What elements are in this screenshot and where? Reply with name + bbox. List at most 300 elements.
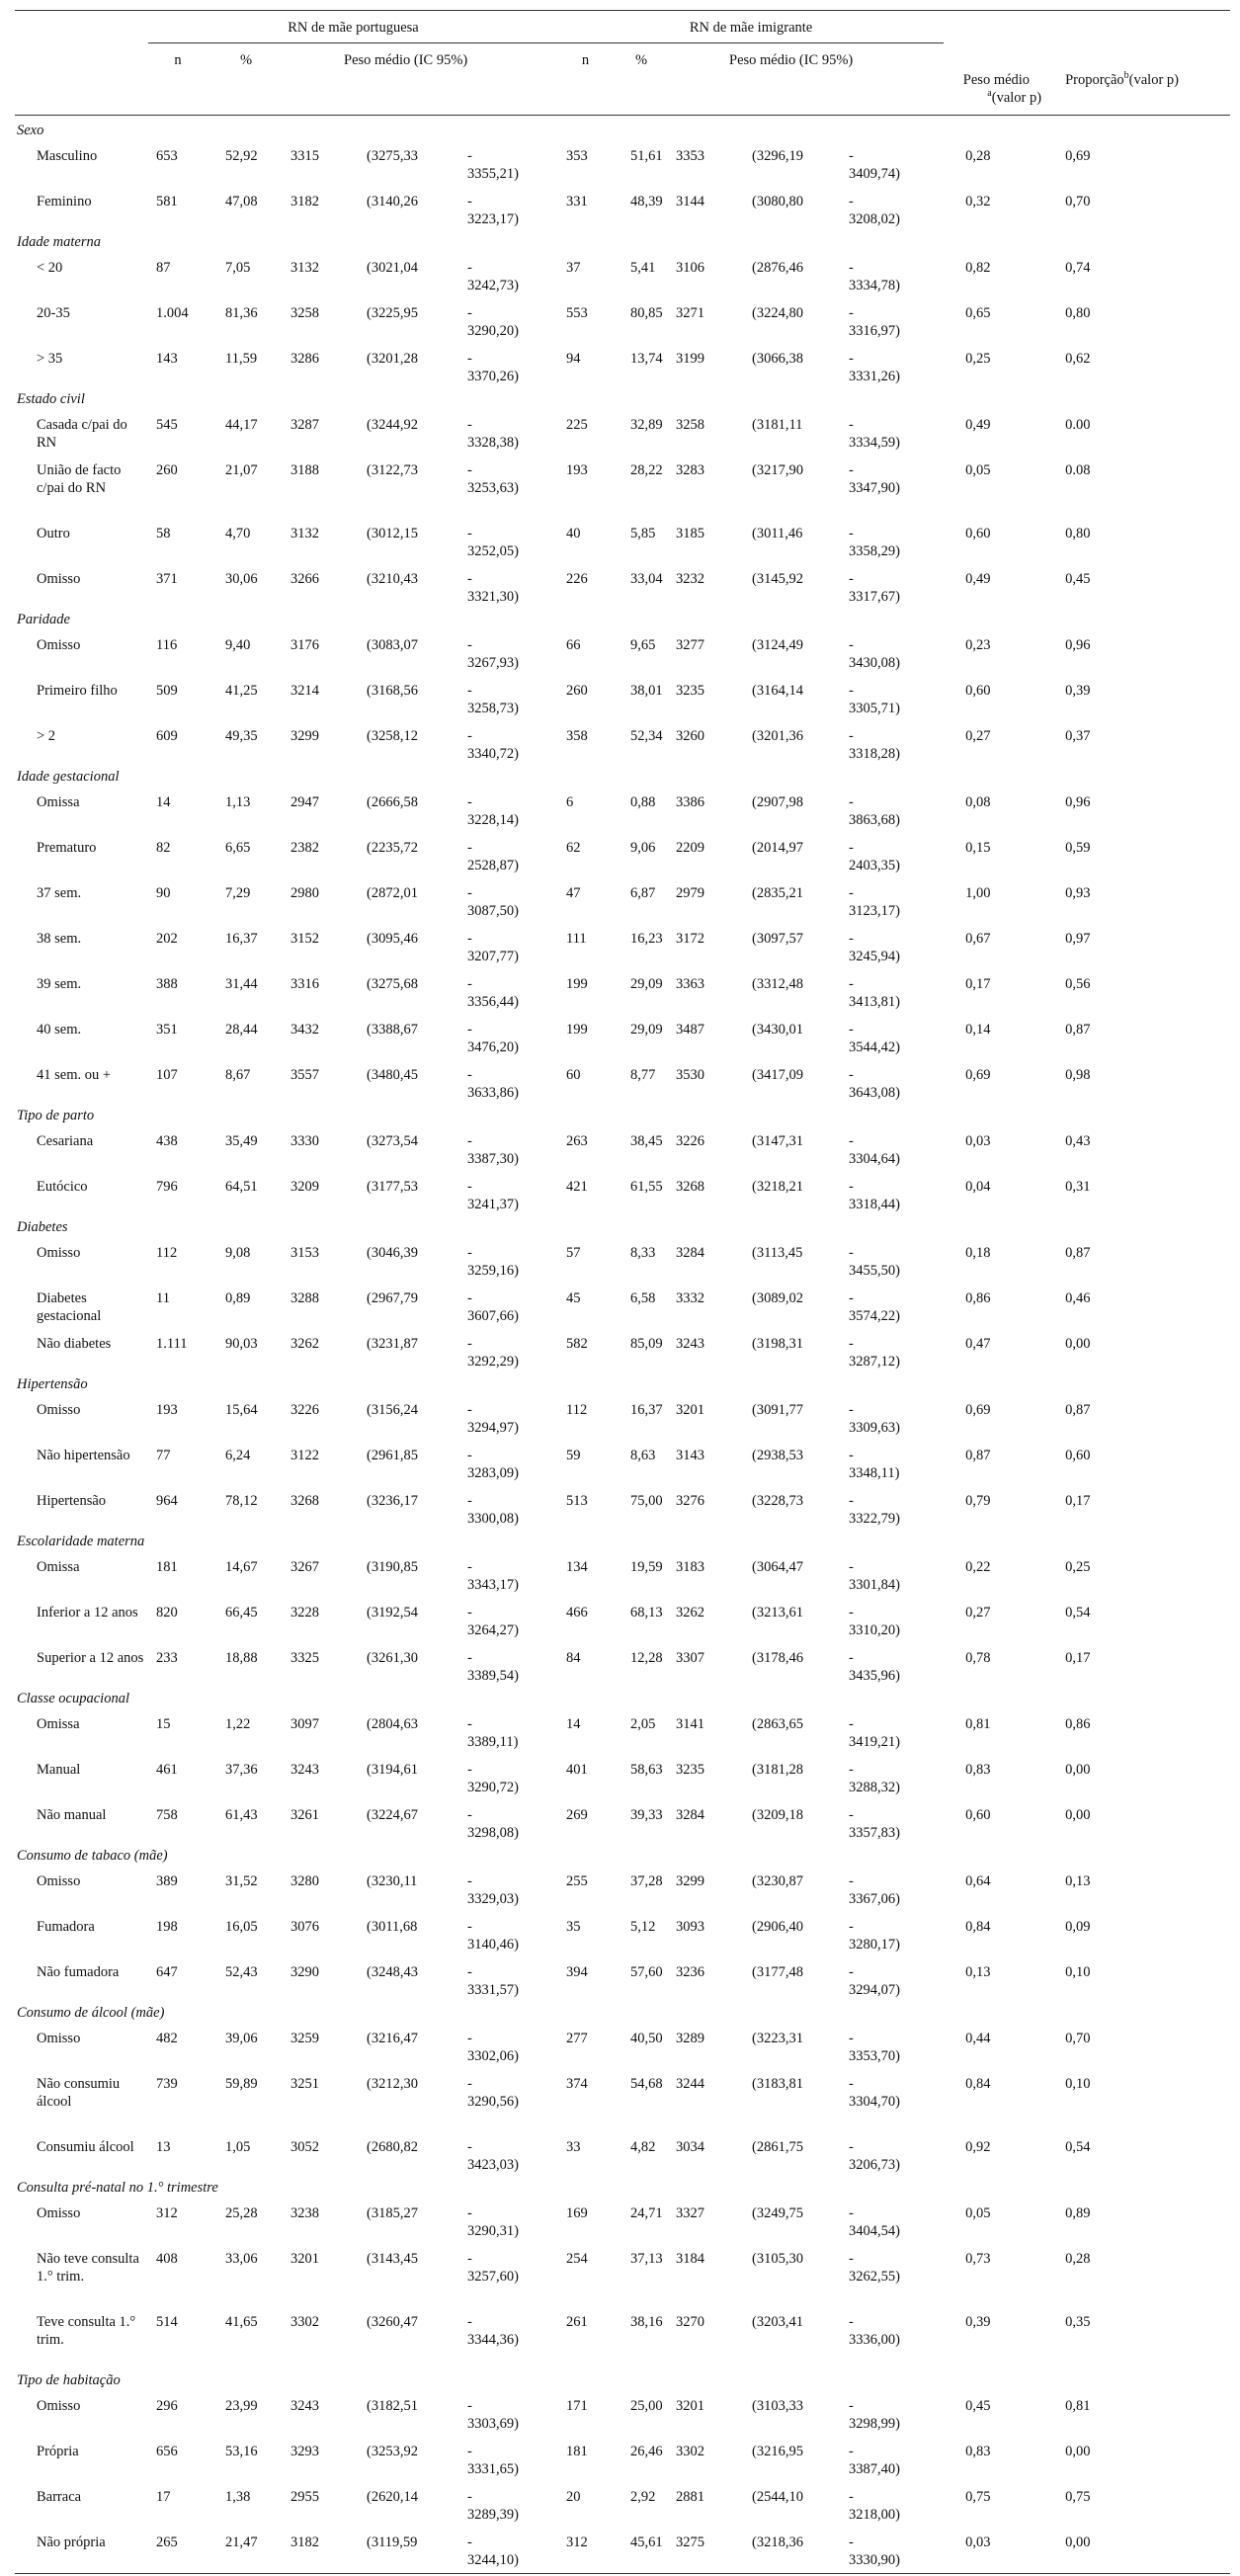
cell-n-immigrant: 20 (566, 2488, 581, 2505)
cell-n-immigrant: 62 (566, 839, 581, 856)
section-title: Estado civil (17, 390, 85, 407)
cell-peso-immigrant: 3262 (676, 1604, 704, 1620)
ci-upper: 3304,70) (849, 2093, 900, 2110)
table-row (15, 1486, 1230, 1532)
cell-ci-low-immigrant: (2876,46 (752, 259, 803, 276)
cell-pvalue-peso: 0,03 (965, 2534, 991, 2550)
ci-upper: 3330,90) (849, 2551, 900, 2568)
ci-dash: - (849, 1558, 854, 1575)
col-header-n-pt: n (174, 52, 182, 68)
cell-n-portuguese: 77 (156, 1447, 171, 1463)
cell-pvalue-peso: 0,05 (965, 2204, 991, 2221)
ci-dash: - (849, 147, 854, 164)
cell-pvalue-prop: 0,80 (1065, 304, 1091, 321)
cell-n-portuguese: 17 (156, 2488, 171, 2505)
cell-ci-low-immigrant: (3223,31 (752, 2030, 803, 2046)
ci-upper: 3387,40) (849, 2460, 900, 2477)
row-label: < 20 (37, 259, 63, 276)
cell-peso-portuguese: 3259 (290, 2030, 319, 2046)
ci-upper: 3423,03) (467, 2156, 519, 2173)
cell-pvalue-prop: 0,43 (1065, 1132, 1091, 1149)
ci-dash: - (849, 2443, 854, 2459)
cell-peso-portuguese: 3153 (290, 1244, 319, 1261)
ci-dash: - (467, 2397, 472, 2414)
cell-pvalue-peso: 0,75 (965, 2488, 991, 2505)
cell-pct-portuguese: 6,65 (225, 839, 251, 856)
cell-n-portuguese: 514 (156, 2313, 178, 2330)
table-row (15, 878, 1230, 924)
cell-ci-high-immigrant (845, 2199, 944, 2244)
ci-upper: 3358,29) (849, 542, 900, 559)
ci-upper: 3413,81) (849, 993, 900, 1010)
cell-n-portuguese: 90 (156, 884, 171, 901)
cell-pct-immigrant: 52,34 (630, 727, 663, 744)
cell-pvalue-prop: 0.08 (1065, 461, 1091, 478)
cell-pvalue-peso: 0,84 (965, 2075, 991, 2092)
cell-peso-portuguese: 3330 (290, 1132, 319, 1149)
cell-ci-low-immigrant: (3218,36 (752, 2534, 803, 2550)
cell-pct-immigrant: 24,71 (630, 2204, 663, 2221)
cell-n-portuguese: 107 (156, 1066, 178, 1083)
cell-pct-immigrant: 8,77 (630, 1066, 656, 1083)
row-label: 37 sem. (37, 884, 82, 901)
cell-pvalue-prop: 0,96 (1065, 793, 1091, 810)
row-label: Não manual (37, 1806, 107, 1823)
cell-ci-high-portuguese (459, 2132, 558, 2178)
cell-n-portuguese: 371 (156, 570, 178, 587)
cell-n-portuguese: 653 (156, 147, 178, 164)
ci-upper: 3331,57) (467, 1981, 519, 1998)
cell-n-immigrant: 171 (566, 2397, 588, 2414)
ci-dash: - (849, 1872, 854, 1889)
cell-pvalue-peso: 0,23 (965, 636, 991, 653)
cell-peso-immigrant: 3201 (676, 2397, 704, 2414)
cell-pvalue-peso: 0,73 (965, 2250, 991, 2267)
cell-ci-low-immigrant: (3312,48 (752, 975, 803, 992)
cell-peso-portuguese: 3267 (290, 1558, 319, 1575)
row-label: Cesariana (37, 1132, 94, 1149)
cell-pvalue-prop: 0,31 (1065, 1178, 1091, 1195)
table-row (15, 2024, 1230, 2069)
cell-ci-high-immigrant (845, 519, 944, 564)
cell-peso-immigrant: 3093 (676, 1918, 704, 1935)
cell-ci-high-portuguese (459, 833, 558, 878)
cell-n-portuguese: 112 (156, 1244, 178, 1261)
ci-upper: 3223,17) (467, 210, 519, 227)
cell-peso-portuguese: 3302 (290, 2313, 319, 2330)
ci-upper: 3387,30) (467, 1150, 519, 1167)
cell-ci-low-portuguese: (3248,43 (367, 1963, 418, 1980)
cell-peso-portuguese: 3432 (290, 1021, 319, 1038)
ci-upper: 3283,09) (467, 1464, 519, 1481)
cell-ci-low-portuguese: (2804,63 (367, 1715, 418, 1732)
section-header-row (15, 389, 1230, 410)
cell-ci-low-portuguese: (3212,30 (367, 2075, 418, 2092)
ci-upper: 3321,30) (467, 588, 519, 605)
row-label: Barraca (37, 2488, 82, 2505)
cell-pvalue-prop: 0,62 (1065, 350, 1091, 367)
ci-dash: - (849, 975, 854, 992)
cell-pvalue-peso: 0,49 (965, 416, 991, 433)
cell-peso-portuguese: 2955 (290, 2488, 319, 2505)
table-row (15, 187, 1230, 232)
group-header-immigrant: RN de mãe imigrante (558, 11, 944, 43)
cell-ci-low-immigrant: (3216,95 (752, 2443, 803, 2459)
cell-pct-portuguese: 6,24 (225, 1447, 251, 1463)
ci-dash: - (467, 2250, 472, 2267)
row-label: Omisso (37, 1872, 81, 1889)
cell-pct-portuguese: 21,07 (225, 461, 258, 478)
cell-pvalue-peso: 0,28 (965, 147, 991, 164)
cell-pvalue-prop: 0,00 (1065, 1761, 1091, 1778)
cell-peso-immigrant: 3363 (676, 975, 704, 992)
cell-ci-high-portuguese (459, 676, 558, 721)
cell-ci-high-immigrant (845, 2391, 944, 2437)
cell-ci-low-immigrant: (3296,19 (752, 147, 803, 164)
cell-ci-low-portuguese: (3480,45 (367, 1066, 418, 1083)
ci-upper: 3389,11) (467, 1733, 519, 1750)
table-row (15, 564, 1230, 610)
cell-n-immigrant: 269 (566, 1806, 588, 1823)
cell-ci-low-portuguese: (2967,79 (367, 1289, 418, 1306)
col-header-pct-pt: % (239, 52, 253, 68)
cell-n-immigrant: 199 (566, 1021, 588, 1038)
cell-pct-portuguese: 31,52 (225, 1872, 258, 1889)
cell-pct-immigrant: 61,55 (630, 1178, 663, 1195)
cell-ci-high-immigrant (845, 1598, 944, 1643)
ci-upper: 3435,96) (849, 1667, 900, 1684)
cell-pvalue-peso: 0,65 (965, 304, 991, 321)
cell-ci-high-portuguese (459, 1126, 558, 1172)
cell-ci-high-portuguese (459, 1709, 558, 1755)
cell-n-immigrant: 60 (566, 1066, 581, 1083)
cell-pvalue-prop: 0.00 (1065, 416, 1091, 433)
cell-pvalue-prop: 0,17 (1065, 1492, 1091, 1509)
cell-peso-immigrant: 3185 (676, 525, 704, 541)
cell-ci-high-portuguese (459, 2437, 558, 2482)
cell-pvalue-prop: 0,28 (1065, 2250, 1091, 2267)
cell-peso-immigrant: 3144 (676, 193, 704, 209)
cell-peso-immigrant: 3235 (676, 1761, 704, 1778)
ci-dash: - (849, 259, 854, 276)
cell-n-portuguese: 202 (156, 930, 178, 947)
cell-pvalue-prop: 0,89 (1065, 2204, 1091, 2221)
cell-ci-low-immigrant: (3201,36 (752, 727, 803, 744)
cell-pvalue-prop: 0,75 (1065, 2488, 1091, 2505)
cell-ci-high-immigrant (845, 1238, 944, 1284)
row-label: Diabetes gestacional (37, 1289, 102, 1324)
cell-pvalue-peso: 0,08 (965, 793, 991, 810)
cell-n-portuguese: 964 (156, 1492, 178, 1509)
cell-n-immigrant: 199 (566, 975, 588, 992)
ci-dash: - (467, 1806, 472, 1823)
cell-peso-portuguese: 3243 (290, 1761, 319, 1778)
cell-pct-portuguese: 61,43 (225, 1806, 258, 1823)
cell-peso-portuguese: 3209 (290, 1178, 319, 1195)
cell-pvalue-peso: 0,67 (965, 930, 991, 947)
cell-pct-immigrant: 68,13 (630, 1604, 663, 1620)
ci-dash: - (849, 2313, 854, 2330)
ci-dash: - (849, 1604, 854, 1620)
table-bottom-rule (15, 2573, 1230, 2576)
cell-ci-low-portuguese: (3185,27 (367, 2204, 418, 2221)
cell-ci-high-portuguese (459, 788, 558, 833)
cell-ci-low-portuguese: (2680,82 (367, 2138, 418, 2155)
cell-pvalue-peso: 0,45 (965, 2397, 991, 2414)
cell-peso-immigrant: 3106 (676, 259, 704, 276)
cell-pct-portuguese: 52,43 (225, 1963, 258, 1980)
cell-n-portuguese: 11 (156, 1289, 170, 1306)
data-table (15, 10, 1230, 2576)
ci-dash: - (467, 682, 472, 699)
cell-pct-immigrant: 33,04 (630, 570, 663, 587)
cell-ci-low-portuguese: (3273,54 (367, 1132, 418, 1149)
cell-ci-high-immigrant (845, 456, 944, 519)
cell-n-portuguese: 15 (156, 1715, 171, 1732)
cell-peso-immigrant: 3183 (676, 1558, 704, 1575)
cell-peso-immigrant: 3270 (676, 2313, 704, 2330)
table-body (15, 115, 1230, 2573)
ci-dash: - (849, 1492, 854, 1509)
ci-dash: - (849, 193, 854, 209)
cell-pct-portuguese: 78,12 (225, 1492, 258, 1509)
cell-ci-low-portuguese: (3253,92 (367, 2443, 418, 2459)
cell-ci-low-immigrant: (3011,46 (752, 525, 803, 541)
cell-pct-portuguese: 41,65 (225, 2313, 258, 2330)
cell-n-portuguese: 581 (156, 193, 178, 209)
cell-ci-high-immigrant (845, 1329, 944, 1374)
cell-pct-immigrant: 57,60 (630, 1963, 663, 1980)
cell-ci-high-immigrant (845, 2437, 944, 2482)
table-row (15, 2069, 1230, 2132)
section-title: Tipo de habitação (17, 2371, 121, 2388)
cell-ci-low-portuguese: (3021,04 (367, 259, 418, 276)
row-label: Fumadora (37, 1918, 95, 1935)
row-label: Omisso (37, 2204, 81, 2221)
cell-ci-high-portuguese (459, 410, 558, 456)
cell-n-immigrant: 14 (566, 1715, 581, 1732)
row-label: Não consumiu álcool (37, 2075, 121, 2110)
cell-ci-high-immigrant (845, 344, 944, 389)
ci-upper: 3241,37) (467, 1196, 519, 1212)
ci-upper: 3289,39) (467, 2506, 519, 2523)
cell-pct-portuguese: 37,36 (225, 1761, 258, 1778)
ci-dash: - (849, 1132, 854, 1149)
ci-dash: - (467, 930, 472, 947)
ci-dash: - (467, 416, 472, 433)
cell-peso-immigrant: 2881 (676, 2488, 704, 2505)
cell-pvalue-prop: 0,87 (1065, 1021, 1091, 1038)
cell-pct-portuguese: 66,45 (225, 1604, 258, 1620)
cell-pvalue-prop: 0,60 (1065, 1447, 1091, 1463)
cell-n-immigrant: 134 (566, 1558, 588, 1575)
cell-ci-low-immigrant: (2835,21 (752, 884, 803, 901)
ci-upper: 3228,14) (467, 811, 519, 828)
cell-pvalue-peso: 0,92 (965, 2138, 991, 2155)
cell-pct-immigrant: 48,39 (630, 193, 663, 209)
cell-peso-immigrant: 3275 (676, 2534, 704, 2550)
section-header-row (15, 2178, 1230, 2199)
cell-ci-low-portuguese: (3258,12 (367, 727, 418, 744)
ci-upper: 3863,68) (849, 811, 900, 828)
cell-ci-high-immigrant (845, 721, 944, 767)
cell-ci-high-portuguese (459, 1486, 558, 1532)
cell-ci-high-immigrant (845, 1957, 944, 2003)
cell-ci-low-immigrant: (3097,57 (752, 930, 803, 947)
cell-pvalue-prop: 0,69 (1065, 147, 1091, 164)
ci-dash: - (849, 1918, 854, 1935)
cell-ci-high-portuguese (459, 344, 558, 389)
ci-dash: - (849, 2030, 854, 2046)
cell-peso-portuguese: 3132 (290, 259, 319, 276)
cell-ci-low-immigrant: (3105,30 (752, 2250, 803, 2267)
cell-ci-low-immigrant: (3181,11 (752, 416, 803, 433)
table-row (15, 456, 1230, 519)
cell-pvalue-prop: 0,10 (1065, 1963, 1091, 1980)
cell-pvalue-peso: 0,13 (965, 1963, 991, 1980)
cell-pct-immigrant: 12,28 (630, 1649, 663, 1666)
cell-pvalue-peso: 0,47 (965, 1335, 991, 1352)
cell-ci-high-immigrant (845, 564, 944, 610)
table-row (15, 1395, 1230, 1441)
cell-ci-low-portuguese: (3122,73 (367, 461, 418, 478)
ci-dash: - (849, 839, 854, 856)
cell-ci-high-immigrant (845, 2307, 944, 2370)
cell-n-portuguese: 388 (156, 975, 178, 992)
cell-pvalue-prop: 0,00 (1065, 1806, 1091, 1823)
cell-peso-portuguese: 3176 (290, 636, 319, 653)
cell-n-portuguese: 1.004 (156, 304, 189, 321)
cell-n-immigrant: 59 (566, 1447, 581, 1463)
cell-pvalue-peso: 0,60 (965, 682, 991, 699)
table-row (15, 1709, 1230, 1755)
ci-upper: 3298,08) (467, 1824, 519, 1841)
cell-n-portuguese: 260 (156, 461, 178, 478)
cell-pvalue-prop: 0,09 (1065, 1918, 1091, 1935)
ci-upper: 3218,00) (849, 2506, 900, 2523)
section-title: Escolaridade materna (17, 1533, 145, 1549)
cell-peso-immigrant: 3487 (676, 1021, 704, 1038)
cell-ci-high-portuguese (459, 2528, 558, 2574)
cell-pvalue-prop: 0,87 (1065, 1244, 1091, 1261)
cell-ci-low-immigrant: (3209,18 (752, 1806, 803, 1823)
ci-upper: 3334,78) (849, 277, 900, 293)
cell-pvalue-prop: 0,13 (1065, 1872, 1091, 1889)
cell-n-portuguese: 758 (156, 1806, 178, 1823)
cell-peso-portuguese: 3262 (290, 1335, 319, 1352)
cell-pvalue-peso: 0,22 (965, 1558, 991, 1575)
cell-peso-immigrant: 3199 (676, 350, 704, 367)
cell-ci-low-portuguese: (3140,26 (367, 193, 418, 209)
header-row-groups (15, 11, 1230, 43)
cell-peso-portuguese: 3214 (290, 682, 319, 699)
ci-dash: - (467, 2138, 472, 2155)
row-label: Hipertensão (37, 1492, 107, 1509)
cell-ci-low-portuguese: (3231,87 (367, 1335, 418, 1352)
cell-ci-high-portuguese (459, 519, 558, 564)
ci-upper: 3336,00) (849, 2331, 900, 2348)
cell-ci-high-immigrant (845, 187, 944, 232)
ci-upper: 3310,20) (849, 1621, 900, 1638)
cell-peso-immigrant: 3299 (676, 1872, 704, 1889)
ci-dash: - (849, 1066, 854, 1083)
cell-peso-immigrant: 3226 (676, 1132, 704, 1149)
ci-dash: - (467, 2204, 472, 2221)
ci-dash: - (849, 1244, 854, 1261)
cell-peso-immigrant: 3302 (676, 2443, 704, 2459)
ci-dash: - (849, 304, 854, 321)
table-row (15, 1172, 1230, 1217)
section-header-row (15, 1846, 1230, 1867)
cell-n-immigrant: 358 (566, 727, 588, 744)
cell-pct-portuguese: 33,06 (225, 2250, 258, 2267)
cell-peso-portuguese: 3182 (290, 2534, 319, 2550)
ci-upper: 3455,50) (849, 1262, 900, 1279)
row-label: Inferior a 12 anos (37, 1604, 138, 1620)
cell-pct-portuguese: 25,28 (225, 2204, 258, 2221)
cell-peso-immigrant: 3244 (676, 2075, 704, 2092)
cell-pvalue-peso: 0,25 (965, 350, 991, 367)
cell-ci-high-immigrant (845, 924, 944, 969)
ci-upper: 3290,72) (467, 1779, 519, 1795)
cell-pct-portuguese: 21,47 (225, 2534, 258, 2550)
cell-pct-immigrant: 5,41 (630, 259, 656, 276)
group-header-portuguese: RN de mãe portuguesa (148, 11, 558, 43)
cell-pct-portuguese: 35,49 (225, 1132, 258, 1149)
ci-dash: - (849, 1649, 854, 1666)
ci-dash: - (467, 2488, 472, 2505)
cell-pct-portuguese: 1,38 (225, 2488, 251, 2505)
ci-dash: - (467, 147, 472, 164)
ci-upper: 3290,56) (467, 2093, 519, 2110)
ci-dash: - (467, 1918, 472, 1935)
table-row (15, 298, 1230, 344)
cell-ci-high-immigrant (845, 298, 944, 344)
cell-pvalue-prop: 0,81 (1065, 2397, 1091, 2414)
cell-n-portuguese: 408 (156, 2250, 178, 2267)
row-label: 41 sem. ou + (37, 1066, 112, 1083)
cell-ci-low-portuguese: (3168,56 (367, 682, 418, 699)
cell-pct-portuguese: 7,05 (225, 259, 251, 276)
cell-pvalue-peso: 0,60 (965, 1806, 991, 1823)
cell-peso-immigrant: 3034 (676, 2138, 704, 2155)
cell-peso-portuguese: 3261 (290, 1806, 319, 1823)
ci-dash: - (849, 2138, 854, 2155)
ci-dash: - (467, 2075, 472, 2092)
cell-pct-immigrant: 8,63 (630, 1447, 656, 1463)
ci-upper: 3258,73) (467, 700, 519, 716)
cell-n-immigrant: 181 (566, 2443, 588, 2459)
ci-upper: 3242,73) (467, 277, 519, 293)
table-row (15, 344, 1230, 389)
cell-pct-portuguese: 9,40 (225, 636, 251, 653)
cell-peso-immigrant: 2209 (676, 839, 704, 856)
ci-dash: - (467, 1289, 472, 1306)
section-title: Sexo (17, 122, 44, 138)
ci-dash: - (467, 193, 472, 209)
cell-peso-portuguese: 3251 (290, 2075, 319, 2092)
cell-pct-portuguese: 41,25 (225, 682, 258, 699)
ci-upper: 3348,11) (849, 1464, 900, 1481)
cell-ci-low-immigrant: (2906,40 (752, 1918, 803, 1935)
cell-ci-low-immigrant: (3430,01 (752, 1021, 803, 1038)
ci-dash: - (849, 1289, 854, 1306)
cell-ci-high-immigrant (845, 2132, 944, 2178)
cell-pct-portuguese: 0,89 (225, 1289, 251, 1306)
ci-upper: 3370,26) (467, 368, 519, 384)
cell-peso-immigrant: 3184 (676, 2250, 704, 2267)
cell-ci-high-immigrant (845, 141, 944, 187)
